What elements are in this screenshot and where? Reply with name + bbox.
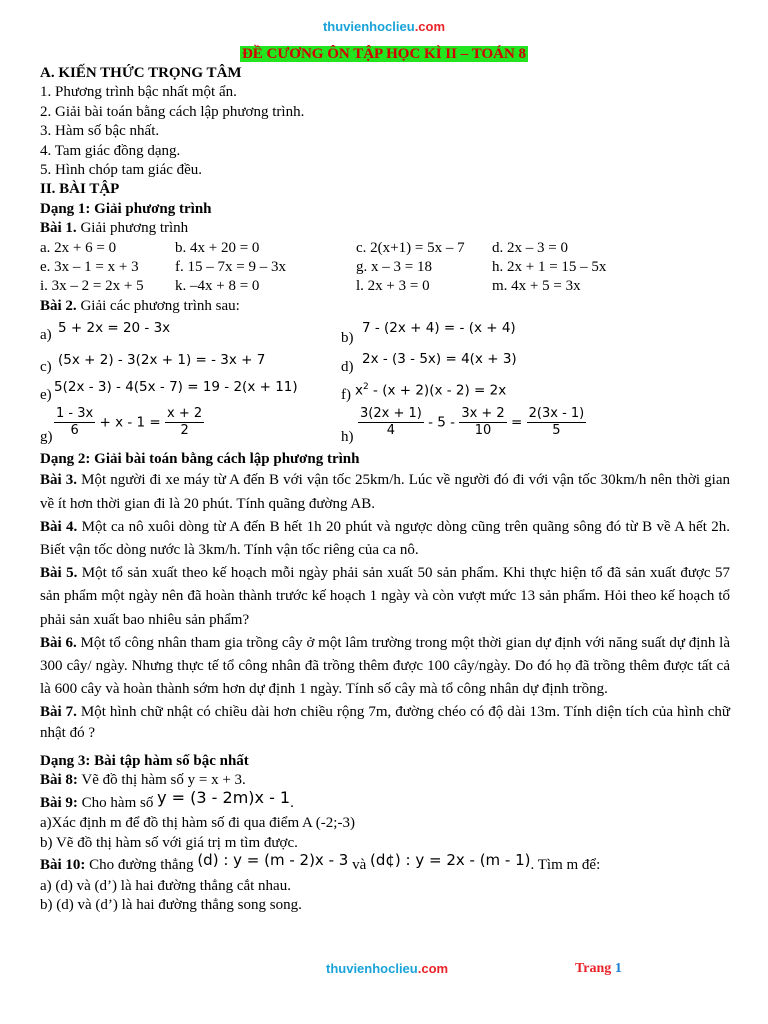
- header-watermark[interactable]: [0, 19, 768, 34]
- f-eq-base: x: [355, 382, 363, 399]
- bai10-text: Cho đường thẳng: [85, 857, 198, 874]
- bai2-h-equation: [358, 406, 586, 439]
- bai10-equation-d: (d) : y = (m - 2)x - 3: [197, 851, 349, 870]
- bai10-part-a: a) (d) và (d’) là hai đường thẳng cắt nhau.: [40, 878, 291, 895]
- bai8-line: [40, 771, 730, 790]
- section-a-heading: A. KIẾN THỨC TRỌNG TÂM: [40, 65, 242, 81]
- bai2-a-label: a): [40, 327, 52, 344]
- bai10-part-b: b) (d) và (d’) là hai đường thẳng song song.: [40, 897, 302, 914]
- dang2-problems: [40, 469, 730, 743]
- bai2-e-equation: 5(2x - 3) - 4(5x - 7) = 19 - 2(x + 11): [54, 379, 298, 396]
- equation-item: k. –4x + 8 = 0: [175, 278, 260, 295]
- fraction: [54, 406, 95, 439]
- equation-item: l. 2x + 3 = 0: [356, 278, 430, 295]
- bai9-equation: y = (3 - 2m)x - 1: [157, 788, 291, 808]
- equation-middle: =: [506, 414, 527, 431]
- bai9-label: Bài 9:: [40, 795, 78, 812]
- fraction: [165, 406, 204, 439]
- problem-label: Bài 4.: [40, 518, 78, 535]
- bai9-part-a: a)Xác định m để đồ thị hàm số đi qua điểm A (-2;-3): [40, 815, 355, 832]
- section-spacer: [40, 744, 730, 752]
- header-site-name: thuvienhoclieu: [322, 19, 415, 34]
- title-container: [0, 45, 768, 63]
- bai2-d-equation: 2x - (3 - 5x) = 4(x + 3): [362, 351, 517, 368]
- f-eq-exponent: 2: [363, 382, 369, 393]
- bai1-row: [40, 258, 730, 277]
- bai2-row-ef: [40, 378, 730, 406]
- topic-item: 5. Hình chóp tam giác đều.: [40, 161, 203, 178]
- fraction-denominator: 4: [386, 423, 396, 439]
- fraction-denominator: 6: [70, 423, 79, 439]
- dang2-heading: Dạng 2: Giải bài toán bằng cách lập phương trình: [40, 451, 360, 468]
- bai10-label: Bài 10:: [40, 857, 86, 874]
- bai2-label: Bài 2.: [40, 297, 77, 314]
- equation-item: m. 4x + 5 = 3x: [492, 278, 581, 295]
- fraction-denominator: 10: [474, 423, 492, 439]
- dang3-heading: Dạng 3: Bài tập hàm số bậc nhất: [40, 752, 249, 769]
- problem-label: Bài 6.: [40, 634, 77, 651]
- equation-item: g. x – 3 = 18: [356, 258, 432, 275]
- bai2-a-equation: 5 + 2x = 20 - 3x: [58, 320, 171, 337]
- bai9-line: [40, 790, 730, 814]
- bai2-g-label: g): [40, 429, 53, 446]
- problem-paragraph: [40, 632, 730, 702]
- equation-middle: + x - 1 =: [95, 414, 166, 431]
- topic-item: 1. Phương trình bậc nhất một ẩn.: [40, 84, 237, 101]
- problem-text: Một tổ công nhân tham gia trồng cây ở một lâm trường trong một thời gian dự định với năng suất dự định là 300 cây/ ngày. Nhưng thực tế tổ công nhân đã trồng thêm được 100 cây/ngày. Do đó họ đã trồng thêm được tất cả là 600 cây và hoàn thành sớm hơn dự định 1 ngày. Tính số cây mà tổ công nhân dự định trồng.: [40, 634, 730, 698]
- bai2-row-ab: [40, 316, 730, 348]
- fraction-numerator: 1 - 3x: [56, 406, 94, 422]
- bai2-e-label: e): [40, 387, 52, 404]
- equation-item: b. 4x + 20 = 0: [175, 239, 260, 256]
- bai1-text: Giải phương trình: [76, 220, 189, 237]
- bai9-text: Cho hàm số: [77, 795, 158, 812]
- bai2-g-equation: [54, 406, 204, 439]
- bai2-f-equation: [355, 378, 506, 401]
- header-site-domain: .com: [414, 19, 446, 34]
- bai1-row: [40, 277, 730, 296]
- topic-item: 2. Giải bài toán bằng cách lập phương trình.: [40, 103, 305, 120]
- bai2-d-label: d): [341, 359, 354, 376]
- dang1-heading: Dạng 1: Giải phương trình: [40, 200, 212, 217]
- problem-label: Bài 5.: [40, 565, 78, 582]
- bai2-row-gh: [40, 406, 730, 450]
- bai2-f-label: f): [341, 387, 351, 404]
- bai2-c-label: c): [40, 359, 52, 376]
- f-eq-rest: - (x + 2)(x - 2) = 2x: [368, 382, 507, 399]
- footer-watermark[interactable]: [326, 961, 448, 976]
- bai8-text: Vẽ đồ thị hàm số y = x + 3.: [77, 771, 246, 788]
- bai2-h-label: h): [341, 429, 354, 446]
- topic-item: 4. Tam giác đồng dạng.: [40, 142, 181, 159]
- problem-text: Một hình chữ nhật có chiều dài hơn chiều rộng 7m, đường chéo có độ dài 13m. Tính diện tích của hình chữ nhật đó ?: [40, 703, 730, 741]
- bai9-part-b: b) Vẽ đồ thị hàm số với giá trị m tìm được.: [40, 834, 298, 851]
- problem-paragraph: [40, 702, 730, 744]
- page-number-value: 1: [614, 961, 622, 976]
- equation-item: e. 3x – 1 = x + 3: [40, 258, 139, 275]
- fraction-denominator: 5: [552, 423, 561, 439]
- bai2-text: Giải các phương trình sau:: [76, 297, 240, 314]
- fraction: [358, 406, 424, 439]
- problem-label: Bài 7.: [40, 703, 77, 720]
- fraction-numerator: 2(3x - 1): [528, 406, 585, 422]
- equation-middle: - 5 -: [423, 414, 460, 431]
- bai10-and: và: [348, 857, 370, 874]
- page-number: [575, 961, 622, 977]
- bai10-equation-d-prime: (d¢) : y = 2x - (m - 1): [369, 851, 531, 870]
- equation-item: h. 2x + 1 = 15 – 5x: [492, 258, 607, 275]
- bai8-label: Bài 8:: [40, 771, 78, 788]
- bai2-intro: [40, 297, 730, 316]
- document-body: [40, 64, 730, 916]
- bai1-intro: [40, 219, 730, 238]
- bai2-b-label: b): [341, 330, 354, 347]
- problem-text: Một tổ sản xuất theo kế hoạch mỗi ngày phải sản xuất 50 sản phẩm. Khi thực hiện tổ đã sản xuất được 57 sản phẩm một ngày nên đã hoàn thành trước kế hoạch 1 ngày và còn vượt mức 13 sản phẩm. Hỏi theo kế hoạch tổ phải sản xuất bao nhiêu sản phẩm?: [40, 565, 730, 628]
- bai2-c-equation: (5x + 2) - 3(2x + 1) = - 3x + 7: [58, 352, 266, 369]
- bai9-end: .: [290, 795, 294, 812]
- fraction-numerator: 3(2x + 1): [360, 406, 422, 422]
- fraction: [459, 406, 506, 439]
- equation-item: i. 3x – 2 = 2x + 5: [40, 278, 144, 295]
- page-label: Trang: [575, 961, 615, 976]
- problem-paragraph: [40, 562, 730, 632]
- section-b-heading: II. BÀI TẬP: [40, 181, 120, 198]
- fraction-numerator: x + 2: [167, 406, 203, 422]
- problem-label: Bài 3.: [40, 472, 78, 489]
- bai10-line: [40, 853, 730, 877]
- problem-text: Một người đi xe máy từ A đến B với vận tốc 25km/h. Lúc về người đó đi với vận tốc 30km/h nên thời gian về ít hơn thời gian đi là 20 phút. Tính quãng đường AB.: [40, 472, 730, 512]
- problem-paragraph: [40, 469, 730, 515]
- equation-item: c. 2(x+1) = 5x – 7: [356, 239, 465, 256]
- fraction-numerator: 3x + 2: [461, 406, 505, 422]
- equation-item: a. 2x + 6 = 0: [40, 239, 117, 256]
- equation-item: f. 15 – 7x = 9 – 3x: [175, 258, 286, 275]
- fraction: [527, 406, 587, 439]
- fraction-denominator: 2: [180, 423, 189, 439]
- topic-item: 3. Hàm số bậc nhất.: [40, 123, 160, 140]
- bai2-b-equation: 7 - (2x + 4) = - (x + 4): [362, 320, 516, 337]
- document-title: ĐỀ CƯƠNG ÔN TẬP HỌC KÌ II – TOÁN 8: [241, 46, 527, 62]
- footer-site-domain: .com: [417, 961, 449, 976]
- bai10-end: . Tìm m để:: [530, 857, 601, 874]
- bai2-row-cd: [40, 348, 730, 378]
- problem-text: Một ca nô xuôi dòng từ A đến B hết 1h 20 phút và ngược dòng cũng trên quãng sông đó từ B về A hết 2h. Biết vận tốc dòng nước là 3km/h. Tính vận tốc riêng của ca nô.: [40, 518, 730, 559]
- problem-paragraph: [40, 516, 730, 562]
- equation-item: d. 2x – 3 = 0: [492, 239, 568, 256]
- bai1-label: Bài 1.: [40, 220, 77, 237]
- footer-site-name: thuvienhoclieu: [326, 961, 418, 976]
- bai1-row: [40, 239, 730, 258]
